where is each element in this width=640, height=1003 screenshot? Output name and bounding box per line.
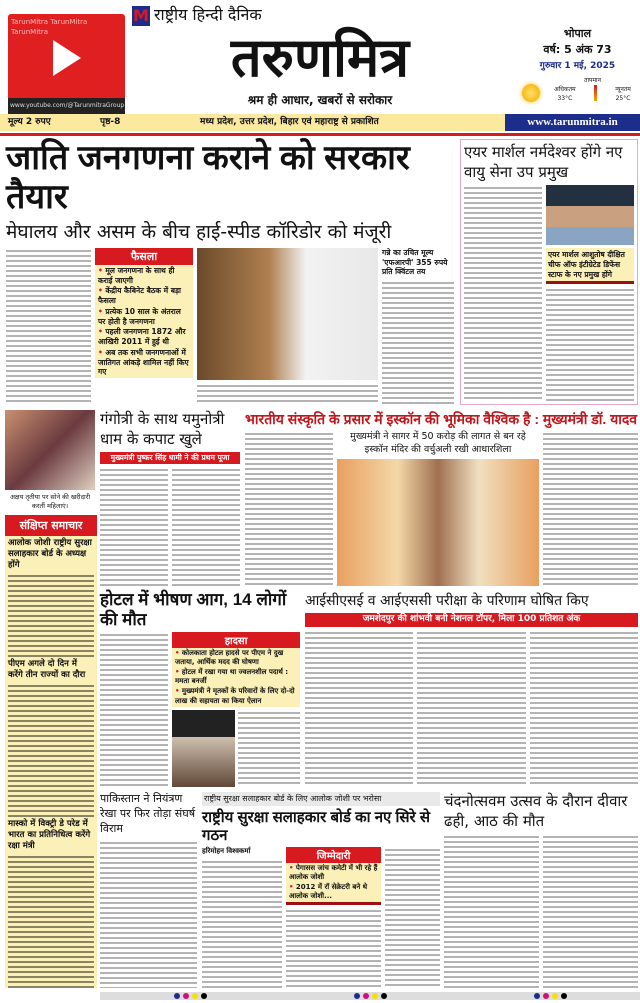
tragedy-box-title: हादसा (172, 632, 300, 648)
newspaper-title: तरुणमित्र (230, 28, 410, 88)
min-temp-label: न्यूनतम (615, 86, 631, 93)
info-band (0, 114, 505, 131)
decision-box (95, 248, 193, 378)
air-marshal-caption: एयर मार्शल आशुतोष दीक्षित चीफ ऑफ इंटीग्रेटेड डिफेंस स्टाफ के नए प्रमुख होंगे (546, 248, 634, 284)
date: गुरुवार 1 मई, 2025 (539, 61, 616, 71)
lead-headline: जाति जनगणना कराने को सरकार तैयार (6, 139, 410, 217)
tragedy-bullet: • कोलकाता होटल हादसे पर पीएम ने दुख जताया, आर्थिक मदद की घोषणा (175, 649, 297, 667)
play-icon (53, 40, 81, 76)
city: भोपाल (563, 27, 592, 40)
gangotri-strip: मुख्यमंत्री पुष्कर सिंह धामी ने की प्रथम पूजा (100, 452, 240, 464)
registration-marks (100, 992, 640, 1000)
responsibility-box-title: जिम्मेदारी (286, 847, 381, 863)
hotel-body (100, 632, 168, 787)
min-temp: 25°C (615, 95, 631, 102)
brief-item-headline: आलोक जोशी राष्ट्रीय सुरक्षा सलाहकार बोर्ड के अध्यक्ष होंगे (8, 538, 92, 571)
video-box-text: TarunMitra TarunMitra TarunMitra (11, 18, 88, 34)
minister-photo (197, 248, 378, 380)
divider (0, 133, 640, 136)
rescue-photo (172, 710, 235, 787)
chandan-story (444, 792, 638, 988)
tragedy-bullet: • होटल में रखा गया था ज्वलनशील पदार्थ : ममता बनर्जी (175, 668, 297, 686)
air-marshal-headline: एयर मार्शल नर्मदेश्वर होंगे नए वायु सेना उप प्रमुख (464, 143, 623, 181)
icse-body-2 (417, 630, 525, 787)
shopping-photo (5, 410, 95, 490)
youtube-promo[interactable] (8, 14, 125, 114)
tragedy-box (172, 632, 300, 707)
chandan-headline: चंदनोत्सवम उत्सव के दौरान दीवार ढही, आठ की मौत (444, 792, 628, 830)
iskcon-story (245, 410, 638, 586)
lead-subheadline: मेघालय और असम के बीच हाई-स्पीड कॉरिडोर को मंजूरी (6, 221, 392, 244)
sun-icon (522, 84, 540, 102)
color-dots-icon (534, 993, 567, 999)
logo-mark-icon: M (133, 6, 149, 25)
gangotri-headline: गंगोत्री के साथ यमुनोत्री धाम के कपाट खुले (100, 410, 225, 448)
shopping-caption: अक्षय तृतीया पर सोने की खरीदारी करतीं महिलाएं। (9, 493, 91, 510)
nsa-story (202, 792, 440, 988)
brief-item-headline: मास्को में विक्ट्री डे परेड में भारत का प्रतिनिधित्व करेंगे रक्षा मंत्री (8, 818, 91, 851)
nsa-byline: हरिमोहन विश्वकर्मा (202, 846, 251, 855)
air-marshal-story (460, 139, 638, 405)
responsibility-bullet: • पेगासस जांच कमेटी में भी रहे हैं आलोक जोशी (289, 864, 378, 882)
pakistan-story (100, 792, 197, 988)
frp-body (382, 280, 454, 405)
iskcon-subheadline: मुख्यमंत्री ने सागर में 50 करोड़ की लागत से बन रहे इस्कॉन मंदिर की वर्चुअली रखी आधारशिला (350, 431, 526, 455)
temp-label: तापमान (584, 77, 601, 84)
pakistan-headline: पाकिस्तान ने नियंत्रण रेखा पर फिर तोड़ा संघर्ष विराम (100, 792, 196, 835)
hotel-story (100, 590, 300, 787)
frp-headline: गन्ने का उचित मूल्य 'एफआरपी' 355 रुपये प्रति क्विंटल तय (382, 247, 448, 277)
price: मूल्य 2 रुपए (8, 117, 51, 127)
lead-body (6, 248, 91, 405)
gangotri-body-2 (172, 467, 240, 586)
air-body (464, 185, 542, 401)
brief-body (8, 683, 94, 817)
decision-bullet: • केंद्रीय कैबिनेट बैठक में बड़ा फैसला (98, 286, 190, 306)
chandan-body (444, 834, 539, 988)
nsa-body (202, 859, 282, 988)
icse-story (305, 592, 638, 787)
edition: वर्ष: 5 अंक 73 (543, 43, 612, 56)
nsa-body-2 (286, 908, 381, 988)
decision-box-title: फैसला (95, 248, 193, 265)
chandan-body-2 (543, 834, 638, 988)
brief-body (8, 854, 94, 988)
decision-bullet: • पहली जनगणना 1872 और आखिरी 2011 में हुई थी (98, 327, 190, 347)
decision-bullet: • मूल जनगणना के साथ ही कराई जाएगी (98, 266, 190, 286)
hotel-body-2 (238, 710, 301, 787)
color-dots-icon (354, 993, 387, 999)
responsibility-box (286, 847, 381, 905)
air-body-2 (546, 287, 634, 401)
brief-body (8, 573, 94, 657)
published-from: मध्य प्रदेश, उत्तर प्रदेश, बिहार एवं महाराष्ट्र से प्रकाशित (200, 117, 379, 127)
video-thumbnail[interactable] (8, 14, 125, 98)
max-temp-label: अधिकतम (554, 86, 576, 93)
lead-body-2 (197, 383, 378, 405)
website-link[interactable]: www.tarunmitra.in (505, 114, 640, 131)
cm-photo (337, 459, 539, 586)
icse-body-3 (530, 630, 638, 787)
thermometer-icon (594, 85, 597, 101)
responsibility-bullet: • 2012 में रॉ सेक्रेटरी बने थे आलोक जोशी... (289, 883, 378, 901)
page-count: पृष्ठ-8 (100, 117, 121, 127)
gangotri-body (100, 467, 168, 586)
slogan: श्रम ही आधार, खबरों से सरोकार (247, 93, 393, 107)
iskcon-body (245, 431, 333, 586)
decision-bullet: • अब तक सभी जनगणनाओं में जातिगत आंकड़े शामिल नहीं किए गए (98, 348, 190, 377)
decision-bullet: • प्रत्येक 10 साल के अंतराल पर होती है जनगणना (98, 307, 190, 327)
color-dots-icon (174, 993, 207, 999)
lead-story (6, 139, 454, 405)
gangotri-story (100, 410, 240, 586)
icse-body (305, 630, 413, 787)
nsa-kicker: राष्ट्रीय सुरक्षा सलाहकार बोर्ड के लिए आलोक जोशी पर भरोसा (202, 792, 440, 806)
nsa-headline: राष्ट्रीय सुरक्षा सलाहकार बोर्ड का नए सिरे से गठन (202, 809, 430, 844)
tagline-top: राष्ट्रीय हिन्दी दैनिक (154, 5, 262, 24)
iskcon-headline: भारतीय संस्कृति के प्रसार में इस्कॉन की भूमिका वैश्विक है : मुख्यमंत्री डॉ. यादव (245, 411, 638, 427)
brief-title: संक्षिप्त समाचार (5, 515, 97, 536)
brief-news (5, 515, 97, 988)
tragedy-bullet: • मुख्यमंत्री ने मृतकों के परिवारों के लिए दो-दो लाख की सहायता का किया ऐलान (175, 687, 297, 705)
pakistan-body (100, 840, 197, 988)
nsa-body-3 (385, 847, 440, 988)
iskcon-body-2 (543, 431, 638, 586)
air-marshal-photo (546, 185, 634, 245)
max-temp: 33°C (557, 95, 573, 102)
brief-item-headline: पीएम अगले दो दिन में करेंगे तीन राज्यों का दौरा (8, 658, 86, 680)
icse-strip: जमशेदपुर की शांभवी बनी नेशनल टॉपर, मिला 100 प्रतिशत अंक (305, 613, 638, 627)
icse-headline: आईसीएसई व आईएससी परीक्षा के परिणाम घोषित किए (305, 593, 589, 609)
hotel-headline: होटल में भीषण आग, 14 लोगों की मौत (100, 590, 287, 629)
youtube-url[interactable]: www.youtube.com/@TarunmitraGroup (8, 98, 125, 114)
